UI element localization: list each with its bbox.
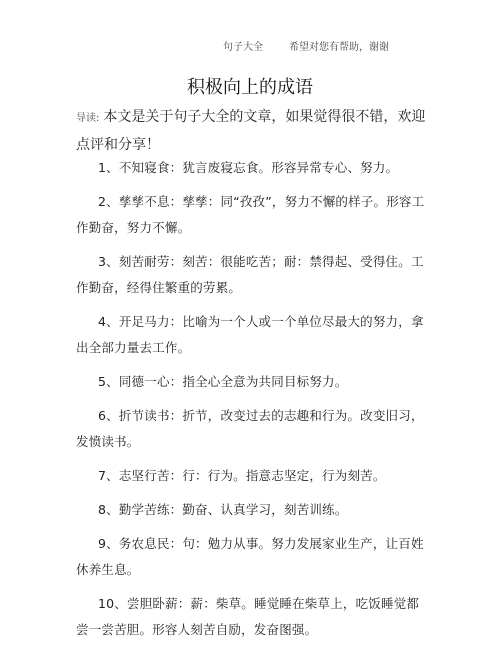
idiom-item: 2、孳孳不息：孳孳：同“孜孜”，努力不懈的样子。形容工作勤奋，努力不懈。 [76, 194, 425, 235]
idiom-item: 3、刻苦耐劳：刻苦：很能吃苦；耐：禁得起、受得住。工作勤奋，经得住繁重的劳累。 [76, 254, 424, 295]
idiom-item: 5、同德一心：指全心全意为共同目标努力。 [98, 374, 348, 389]
idiom-item: 9、务农息民：句：勉力从事。努力发展家业生产，让百姓休养生息。 [76, 536, 424, 577]
idiom-item: 8、勤学苦练：勤奋、认真学习，刻苦训练。 [98, 502, 348, 517]
intro-paragraph [76, 104, 430, 158]
header-left-text: 句子大全 [223, 42, 263, 53]
idiom-item: 4、开足马力：比喻为一个人或一个单位尽最大的努力，拿出全部力量去工作。 [76, 314, 424, 355]
idiom-list [76, 155, 430, 651]
idiom-item: 1、不知寝食：犹言废寝忘食。形容异常专心、努力。 [98, 160, 399, 175]
idiom-item: 10、尝胆卧薪：薪：柴草。睡觉睡在柴草上，吃饭睡觉都尝一尝苦胆。形容人刻苦自励，发奋图强。 [76, 596, 420, 637]
intro-label: 导读: [76, 113, 100, 124]
header-right-text: 希望对您有帮助，谢谢 [289, 42, 389, 53]
idiom-item: 7、志坚行苦：行：行为。指意志坚定，行为刻苦。 [98, 468, 386, 483]
intro-text: 本文是关于句子大全的文章，如果觉得很不错，欢迎点评和分享！ [76, 109, 426, 153]
page-header [223, 38, 389, 53]
document-title: 积极向上的成语 [187, 77, 313, 98]
idiom-item: 6、折节读书：折节，改变过去的志趣和行为。改变旧习，发愤读书。 [76, 408, 424, 449]
